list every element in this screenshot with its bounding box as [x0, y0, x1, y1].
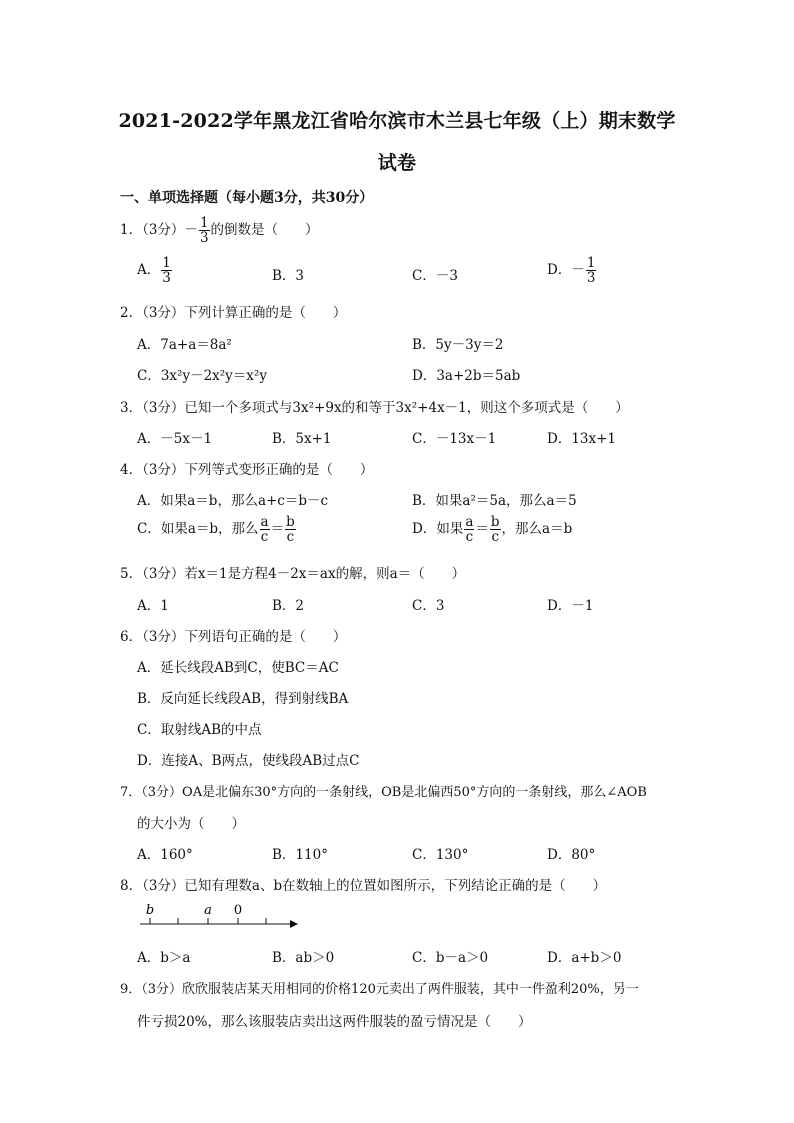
question-9-stem-line1: 9．（3分）欣欣服装店某天用相同的价格120元卖出了两件服装，其中一件盈利20%，另一	[120, 982, 639, 997]
q1-frac-num: 1	[199, 215, 209, 231]
q4-c-equals: ＝	[270, 521, 285, 538]
q4-d-den2: c	[491, 529, 499, 546]
q1-a-num: 1	[162, 255, 171, 271]
question-1-stem	[120, 216, 319, 245]
q4-option-d	[412, 515, 572, 544]
question-3-stem: 3．（3分）已知一个多项式与3x²+9x的和等于3x²+4x－1，则这个多项式是（ ）	[120, 400, 629, 416]
q8-option-d: D．a+b＞0	[547, 950, 622, 966]
q7-option-c: C．130°	[412, 847, 469, 863]
question-2-stem: 2．（3分）下列计算正确的是（ ）	[120, 305, 347, 321]
q6-option-c: C．取射线AB的中点	[137, 722, 262, 738]
q1-d-label: D．－	[547, 262, 585, 279]
q1-prefix: 1．（3分）－	[120, 222, 198, 239]
q7-option-a: A．160°	[137, 847, 193, 863]
q4-option-c	[137, 515, 297, 544]
q4-d-den1: c	[465, 529, 474, 546]
q1-d-fraction	[586, 256, 597, 285]
q5-option-d: D．－1	[547, 598, 594, 614]
q5-option-c: C．3	[412, 598, 445, 614]
q4-c-den2: c	[286, 529, 295, 546]
q3-option-b: B．5x+1	[272, 431, 332, 447]
q1-suffix: 的倒数是（ ）	[210, 222, 319, 239]
q2-option-d: D．3a+2b＝5ab	[412, 368, 521, 384]
number-line-arrow	[290, 920, 298, 928]
q1-option-d	[547, 256, 597, 285]
q4-d-equals: ＝	[475, 521, 489, 538]
q2-option-a: A．7a+a＝8a²	[137, 337, 232, 353]
q4-c-fraction-1	[260, 515, 270, 544]
q4-c-prefix: C．如果a＝b，那么	[137, 521, 259, 538]
q4-d-fraction-1	[464, 515, 474, 544]
q1-option-a	[137, 256, 173, 285]
q4-d-prefix: D．如果	[412, 521, 464, 538]
question-9-stem-line2: 件亏损20%，那么该服装店卖出这两件服装的盈亏情况是（ ）	[137, 1014, 532, 1030]
q8-option-a: A．b＞a	[137, 950, 191, 966]
q8-option-c: C．b－a＞0	[412, 950, 489, 966]
q4-option-b: B．如果a²＝5a，那么a＝5	[412, 493, 577, 509]
q2-option-b: B．5y－3y＝2	[412, 337, 504, 353]
q2-option-c: C．3x²y－2x²y＝x²y	[137, 368, 267, 384]
q1-option-b: B．3	[272, 268, 305, 284]
q4-d-suffix: ，那么a＝b	[501, 521, 573, 538]
question-8-stem: 8．（3分）已知有理数a、b在数轴上的位置如图所示，下列结论正确的是（ ）	[120, 878, 607, 894]
q1-frac-den: 3	[199, 230, 209, 247]
q4-c-fraction-2	[285, 515, 296, 544]
number-line-label-a: a	[204, 903, 212, 918]
exam-title-line1: 2021-2022学年黑龙江省哈尔滨市木兰县七年级（上）期末数学	[118, 110, 676, 132]
q4-d-num2: b	[490, 514, 500, 530]
q3-option-a: A．－5x－1	[137, 431, 213, 447]
exam-title-line2: 试卷	[377, 152, 417, 174]
q4-c-num2: b	[286, 514, 295, 530]
q1-a-fraction	[161, 256, 172, 285]
q1-fraction	[199, 216, 210, 245]
question-5-stem: 5．（3分）若x＝1是方程4－2x＝ax的解，则a＝（ ）	[120, 566, 466, 582]
question-7-stem-line2: 的大小为（ ）	[137, 816, 245, 832]
section-heading: 一、单项选择题（每小题3分，共30分）	[120, 190, 374, 206]
q7-option-b: B．110°	[272, 847, 328, 863]
q6-option-d: D．连接A、B两点，使线段AB过点C	[137, 753, 360, 769]
number-line-label-b: b	[145, 903, 155, 918]
number-line-figure	[140, 900, 300, 936]
q8-option-b: B．ab＞0	[272, 950, 335, 966]
q1-option-c: C．－3	[412, 268, 458, 284]
q3-option-d: D．13x+1	[547, 431, 617, 447]
question-4-stem: 4．（3分）下列等式变形正确的是（ ）	[120, 462, 374, 478]
q1-d-den: 3	[586, 270, 596, 287]
q4-option-a: A．如果a＝b，那么a+c＝b－c	[137, 493, 329, 509]
q5-option-a: A．1	[137, 598, 169, 614]
q5-option-b: B．2	[272, 598, 305, 614]
q1-a-label: A．	[137, 262, 161, 279]
q1-a-den: 3	[162, 270, 171, 287]
q4-c-num1: a	[260, 514, 269, 530]
q4-d-fraction-2	[490, 515, 501, 544]
question-6-stem: 6．（3分）下列语句正确的是（ ）	[120, 629, 347, 645]
q4-c-den1: c	[260, 529, 269, 546]
q6-option-b: B．反向延长线段AB，得到射线BA	[137, 691, 349, 707]
q7-option-d: D．80°	[547, 847, 596, 863]
q1-d-num: 1	[586, 255, 596, 271]
q6-option-a: A．延长线段AB到C，使BC＝AC	[137, 660, 339, 676]
question-7-stem-line1: 7．（3分）OA是北偏东30°方向的一条射线，OB是北偏西50°方向的一条射线，那么∠AOB	[120, 785, 647, 800]
q4-d-num1: a	[465, 514, 474, 530]
number-line-label-0: 0	[233, 903, 243, 918]
q3-option-c: C．－13x－1	[412, 431, 497, 447]
